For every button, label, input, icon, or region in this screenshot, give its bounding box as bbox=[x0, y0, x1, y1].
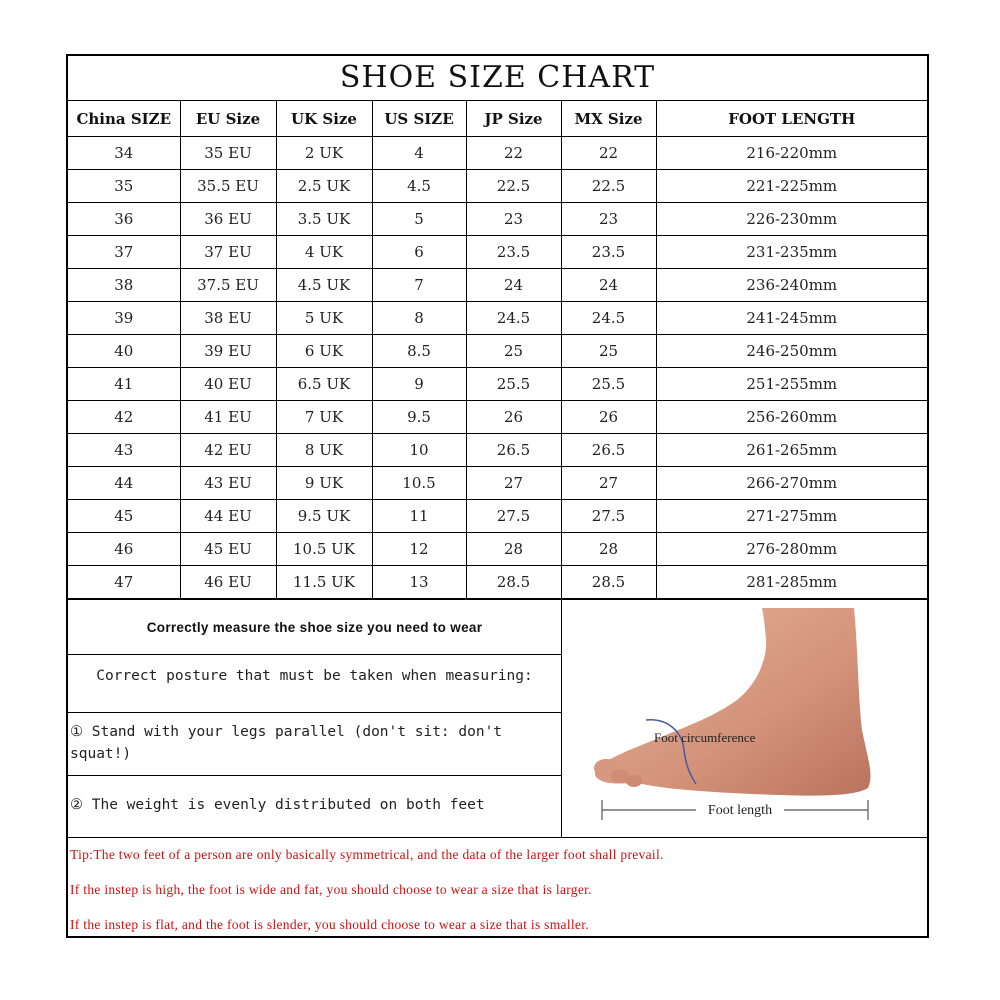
foot-diagram bbox=[562, 600, 927, 837]
chart-title: SHOE SIZE CHART bbox=[68, 56, 927, 101]
table-cell: 13 bbox=[372, 566, 466, 599]
table-cell: 281-285mm bbox=[656, 566, 927, 599]
table-row bbox=[68, 203, 927, 236]
table-cell: 8 UK bbox=[276, 434, 372, 467]
table-cell: 41 EU bbox=[180, 401, 276, 434]
table-cell: 23.5 bbox=[466, 236, 561, 269]
tips-section bbox=[68, 837, 927, 949]
circumference-label: Foot circumference bbox=[654, 730, 756, 745]
table-cell: 24.5 bbox=[466, 302, 561, 335]
table-cell: 22 bbox=[466, 137, 561, 170]
table-row bbox=[68, 566, 927, 599]
table-row bbox=[68, 434, 927, 467]
table-row bbox=[68, 401, 927, 434]
column-header: JP Size bbox=[466, 101, 561, 137]
table-cell: 22.5 bbox=[561, 170, 656, 203]
table-cell: 4.5 UK bbox=[276, 269, 372, 302]
table-cell: 266-270mm bbox=[656, 467, 927, 500]
table-cell: 27.5 bbox=[561, 500, 656, 533]
table-cell: 276-280mm bbox=[656, 533, 927, 566]
table-cell: 11.5 UK bbox=[276, 566, 372, 599]
table-cell: 28.5 bbox=[561, 566, 656, 599]
tip-line: If the instep is flat, and the foot is slender, you should choose to wear a size that is smaller. bbox=[70, 917, 589, 932]
table-row bbox=[68, 467, 927, 500]
table-cell: 46 bbox=[68, 533, 180, 566]
table-cell: 37.5 EU bbox=[180, 269, 276, 302]
column-header: EU Size bbox=[180, 101, 276, 137]
table-cell: 27 bbox=[561, 467, 656, 500]
table-cell: 10.5 bbox=[372, 467, 466, 500]
table-cell: 6 bbox=[372, 236, 466, 269]
table-cell: 26 bbox=[466, 401, 561, 434]
table-row bbox=[68, 170, 927, 203]
table-cell: 36 bbox=[68, 203, 180, 236]
measure-heading: Correctly measure the shoe size you need to wear bbox=[68, 600, 561, 655]
table-row bbox=[68, 368, 927, 401]
table-cell: 246-250mm bbox=[656, 335, 927, 368]
table-cell: 271-275mm bbox=[656, 500, 927, 533]
column-header: FOOT LENGTH bbox=[656, 101, 927, 137]
table-cell: 221-225mm bbox=[656, 170, 927, 203]
table-cell: 9.5 bbox=[372, 401, 466, 434]
table-cell: 4.5 bbox=[372, 170, 466, 203]
toe-shape bbox=[626, 775, 642, 787]
table-cell: 47 bbox=[68, 566, 180, 599]
table-cell: 10 bbox=[372, 434, 466, 467]
table-cell: 37 bbox=[68, 236, 180, 269]
length-label: Foot length bbox=[707, 803, 773, 818]
table-cell: 11 bbox=[372, 500, 466, 533]
table-cell: 28 bbox=[466, 533, 561, 566]
table-cell: 22.5 bbox=[466, 170, 561, 203]
table-cell: 22 bbox=[561, 137, 656, 170]
measurement-section bbox=[68, 599, 927, 837]
table-header-row bbox=[68, 101, 927, 137]
step-two-text: ② The weight is evenly distributed on both feet bbox=[70, 797, 485, 813]
size-table bbox=[68, 101, 927, 599]
table-cell: 28 bbox=[561, 533, 656, 566]
table-cell: 236-240mm bbox=[656, 269, 927, 302]
table-cell: 6 UK bbox=[276, 335, 372, 368]
table-cell: 8.5 bbox=[372, 335, 466, 368]
table-row bbox=[68, 236, 927, 269]
column-header: MX Size bbox=[561, 101, 656, 137]
table-cell: 4 UK bbox=[276, 236, 372, 269]
table-cell: 23 bbox=[561, 203, 656, 236]
table-cell: 26.5 bbox=[561, 434, 656, 467]
table-cell: 45 bbox=[68, 500, 180, 533]
table-cell: 46 EU bbox=[180, 566, 276, 599]
table-cell: 42 EU bbox=[180, 434, 276, 467]
table-cell: 10.5 UK bbox=[276, 533, 372, 566]
table-row bbox=[68, 269, 927, 302]
table-cell: 23 bbox=[466, 203, 561, 236]
posture-text: Correct posture that must be taken when measuring: bbox=[68, 655, 561, 713]
table-cell: 2.5 UK bbox=[276, 170, 372, 203]
step-one-text: ① Stand with your legs parallel (don't sit: don't squat!) bbox=[68, 713, 561, 776]
table-cell: 261-265mm bbox=[656, 434, 927, 467]
table-cell: 28.5 bbox=[466, 566, 561, 599]
table-cell: 5 UK bbox=[276, 302, 372, 335]
table-cell: 38 EU bbox=[180, 302, 276, 335]
table-cell: 4 bbox=[372, 137, 466, 170]
table-cell: 7 UK bbox=[276, 401, 372, 434]
foot-illustration bbox=[562, 600, 928, 837]
table-cell: 35 bbox=[68, 170, 180, 203]
table-row bbox=[68, 302, 927, 335]
table-cell: 8 bbox=[372, 302, 466, 335]
table-cell: 41 bbox=[68, 368, 180, 401]
table-cell: 9 bbox=[372, 368, 466, 401]
table-cell: 37 EU bbox=[180, 236, 276, 269]
table-row bbox=[68, 500, 927, 533]
table-cell: 43 EU bbox=[180, 467, 276, 500]
table-cell: 42 bbox=[68, 401, 180, 434]
shoe-size-chart bbox=[66, 54, 929, 938]
table-row bbox=[68, 137, 927, 170]
table-row bbox=[68, 533, 927, 566]
column-header: China SIZE bbox=[68, 101, 180, 137]
table-cell: 34 bbox=[68, 137, 180, 170]
table-cell: 9 UK bbox=[276, 467, 372, 500]
foot-shape bbox=[595, 608, 871, 796]
table-cell: 12 bbox=[372, 533, 466, 566]
table-cell: 44 bbox=[68, 467, 180, 500]
table-cell: 216-220mm bbox=[656, 137, 927, 170]
table-cell: 45 EU bbox=[180, 533, 276, 566]
table-cell: 23.5 bbox=[561, 236, 656, 269]
table-cell: 2 UK bbox=[276, 137, 372, 170]
table-cell: 25.5 bbox=[466, 368, 561, 401]
table-cell: 39 EU bbox=[180, 335, 276, 368]
table-cell: 25 bbox=[466, 335, 561, 368]
table-cell: 27 bbox=[466, 467, 561, 500]
table-cell: 9.5 UK bbox=[276, 500, 372, 533]
table-cell: 226-230mm bbox=[656, 203, 927, 236]
table-cell: 7 bbox=[372, 269, 466, 302]
table-cell: 26 bbox=[561, 401, 656, 434]
table-cell: 25.5 bbox=[561, 368, 656, 401]
size-table-body bbox=[68, 137, 927, 599]
table-cell: 35 EU bbox=[180, 137, 276, 170]
tip-line: Tip:The two feet of a person are only basically symmetrical, and the data of the larger foot shall prevail. bbox=[70, 847, 664, 862]
table-cell: 256-260mm bbox=[656, 401, 927, 434]
table-cell: 40 EU bbox=[180, 368, 276, 401]
table-cell: 251-255mm bbox=[656, 368, 927, 401]
table-cell: 24.5 bbox=[561, 302, 656, 335]
table-cell: 39 bbox=[68, 302, 180, 335]
table-cell: 40 bbox=[68, 335, 180, 368]
column-header: US SIZE bbox=[372, 101, 466, 137]
table-cell: 24 bbox=[561, 269, 656, 302]
tip-line: If the instep is high, the foot is wide and fat, you should choose to wear a size that is larger. bbox=[70, 882, 592, 897]
table-cell: 5 bbox=[372, 203, 466, 236]
table-cell: 6.5 UK bbox=[276, 368, 372, 401]
table-cell: 35.5 EU bbox=[180, 170, 276, 203]
table-cell: 241-245mm bbox=[656, 302, 927, 335]
table-cell: 44 EU bbox=[180, 500, 276, 533]
table-cell: 231-235mm bbox=[656, 236, 927, 269]
table-cell: 26.5 bbox=[466, 434, 561, 467]
measurement-instructions bbox=[68, 600, 562, 837]
column-header: UK Size bbox=[276, 101, 372, 137]
table-cell: 27.5 bbox=[466, 500, 561, 533]
table-row bbox=[68, 335, 927, 368]
table-cell: 25 bbox=[561, 335, 656, 368]
table-cell: 43 bbox=[68, 434, 180, 467]
table-cell: 24 bbox=[466, 269, 561, 302]
table-cell: 36 EU bbox=[180, 203, 276, 236]
table-cell: 38 bbox=[68, 269, 180, 302]
table-cell: 3.5 UK bbox=[276, 203, 372, 236]
